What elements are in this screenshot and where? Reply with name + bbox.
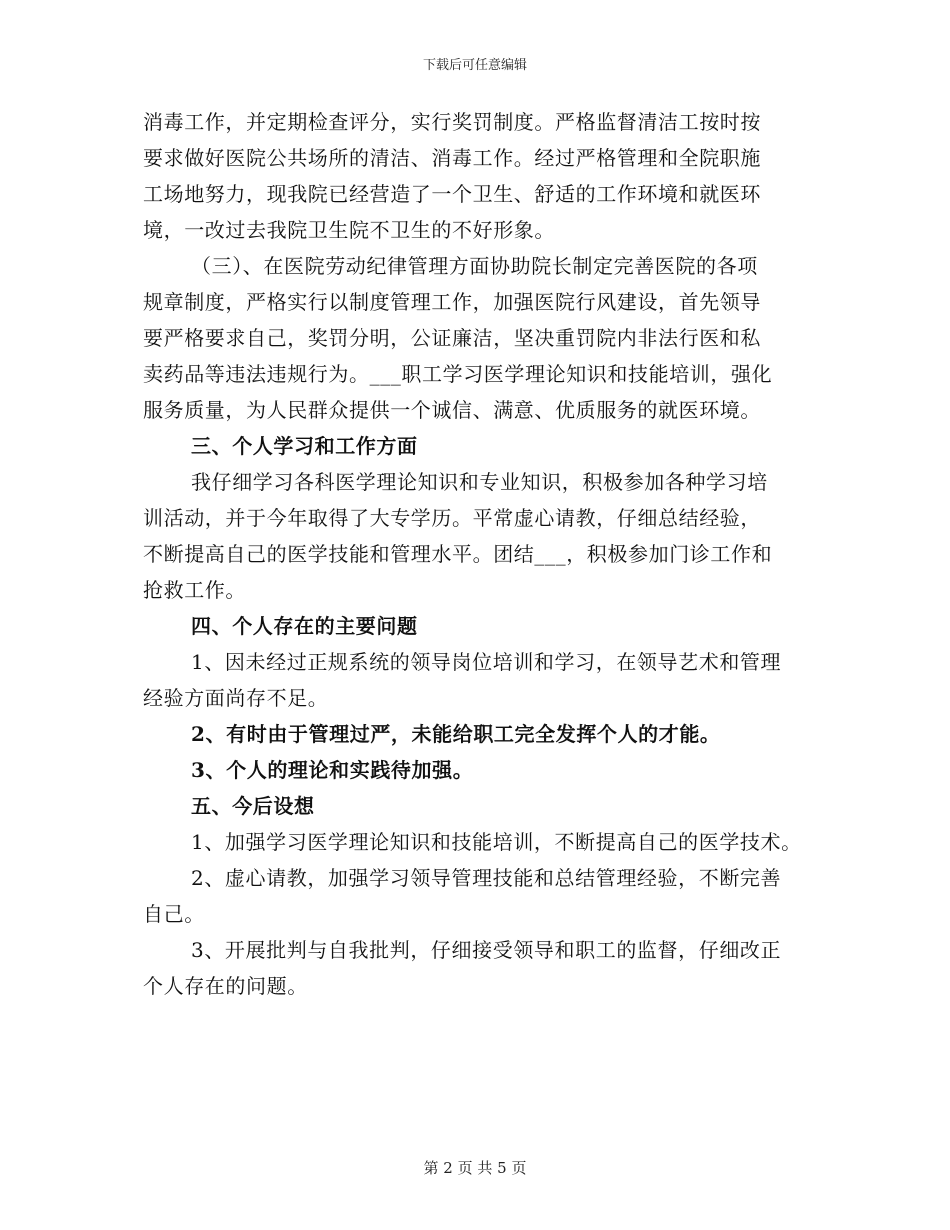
paragraph-line: 要严格要求自己，奖罚分明，公证廉洁，坚决重罚院内非法行医和私	[143, 326, 761, 350]
paragraph-line: 卖药品等违法违规行为。___职工学习医学理论知识和技能培训，强化	[143, 362, 773, 386]
paragraph-line: 抢救工作。	[143, 578, 246, 602]
section-heading: 三、个人学习和工作方面	[191, 434, 418, 458]
document-body	[143, 104, 813, 1004]
paragraph-line: 工场地努力，现我院已经营造了一个卫生、舒适的工作环境和就医环	[143, 182, 761, 206]
paragraph-line: 训活动，并于今年取得了大专学历。平常虚心请教，仔细总结经验，	[143, 506, 761, 530]
paragraph-line: 1、因未经过正规系统的领导岗位培训和学习，在领导艺术和管理	[191, 650, 782, 674]
paragraph-line: 要求做好医院公共场所的清洁、消毒工作。经过严格管理和全院职施	[143, 146, 761, 170]
page-footer: 第 2 页 共 5 页	[423, 1159, 527, 1177]
paragraph-line: 自己。	[143, 902, 205, 926]
paragraph-line: 2、虚心请教，加强学习领导管理技能和总结管理经验，不断完善	[191, 866, 782, 890]
paragraph-line: 我仔细学习各科医学理论知识和专业知识，积极参加各种学习培	[191, 470, 768, 494]
paragraph-line: 消毒工作，并定期检查评分，实行奖罚制度。严格监督清洁工按时按	[143, 110, 761, 134]
paragraph-line: （三）、在医院劳动纪律管理方面协助院长制定完善医院的各项	[191, 254, 758, 278]
section-heading: 四、个人存在的主要问题	[191, 614, 418, 638]
paragraph-line: 不断提高自己的医学技能和管理水平。团结___，积极参加门诊工作和	[143, 542, 773, 566]
paragraph-line: 境，一改过去我院卫生院不卫生的不好形象。	[143, 218, 555, 242]
page-header: 下载后可任意编辑	[422, 58, 527, 73]
paragraph-line: 3、开展批判与自我批判，仔细接受领导和职工的监督，仔细改正	[191, 938, 782, 962]
paragraph-line: 2、有时由于管理过严，未能给职工完全发挥个人的才能。	[191, 722, 721, 746]
paragraph-line: 规章制度，严格实行以制度管理工作，加强医院行风建设，首先领导	[143, 290, 761, 314]
paragraph-line: 服务质量，为人民群众提供一个诚信、满意、优质服务的就医环境。	[143, 398, 761, 422]
paragraph-line: 经验方面尚存不足。	[143, 686, 329, 710]
paragraph-line: 3、个人的理论和实践待加强。	[191, 758, 474, 782]
paragraph-line: 个人存在的问题。	[143, 974, 308, 998]
section-heading: 五、今后设想	[191, 794, 315, 818]
paragraph-line: 1、加强学习医学理论知识和技能培训，不断提高自己的医学技术。	[191, 830, 802, 854]
